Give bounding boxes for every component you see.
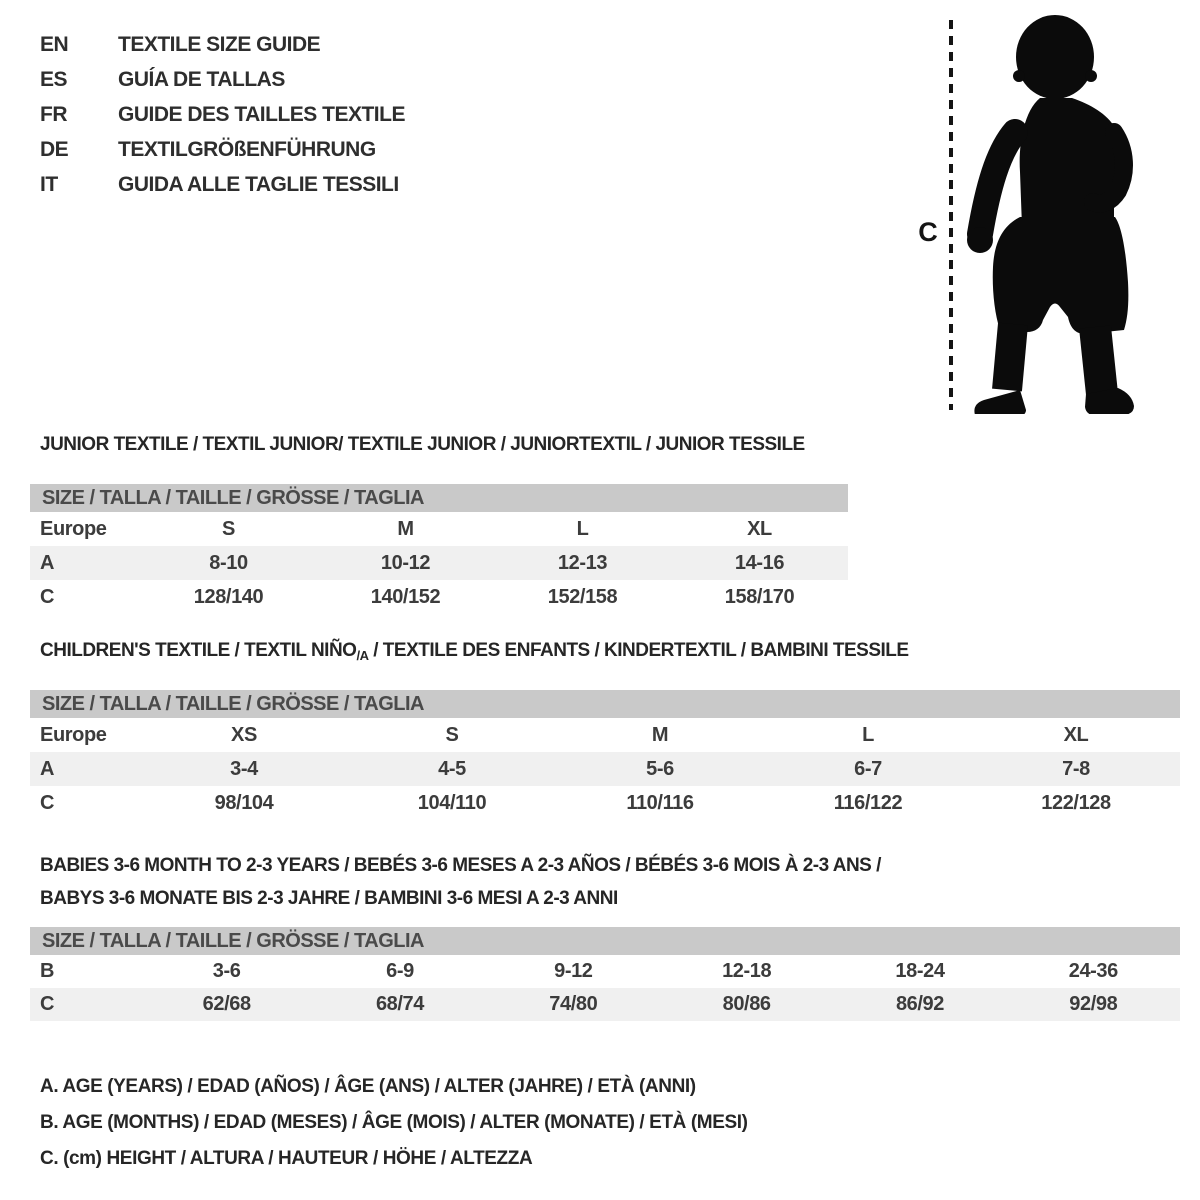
table-row xyxy=(30,718,1180,752)
baby-silhouette-icon xyxy=(967,15,1134,414)
section-heading-children xyxy=(40,640,909,667)
language-title: GUIDA ALLE TAGLIE TESSILI xyxy=(118,172,399,196)
language-code: IT xyxy=(40,172,58,196)
language-row xyxy=(40,97,405,132)
size-header-band: SIZE / TALLA / TAILLE / GRÖSSE / TAGLIA xyxy=(30,927,1180,955)
heading-line2: BABYS 3-6 MONATE BIS 2-3 JAHRE / BAMBINI 3-6 MESI A 2-3 ANNI xyxy=(40,888,618,909)
height-figure xyxy=(895,12,1150,414)
height-cell: 62/68 xyxy=(202,993,251,1015)
language-code: FR xyxy=(40,102,67,126)
language-title: TEXTILGRÖßENFÜHRUNG xyxy=(118,137,376,161)
row-label: A xyxy=(40,551,55,574)
age-cell: 14-16 xyxy=(734,551,785,574)
language-row xyxy=(40,27,405,62)
legend-line-b: B. AGE (MONTHS) / EDAD (MESES) / ÂGE (MOIS) / ALTER (MONATE) / ETÀ (MESI) xyxy=(40,1112,748,1133)
size-cell: S xyxy=(445,723,459,746)
size-header-band: SIZE / TALLA / TAILLE / GRÖSSE / TAGLIA xyxy=(30,690,1180,718)
age-cell: 18-24 xyxy=(895,960,945,982)
height-cell: 110/116 xyxy=(626,791,694,814)
language-title: TEXTILE SIZE GUIDE xyxy=(118,32,321,56)
row-label: C xyxy=(40,791,55,814)
language-code: ES xyxy=(40,67,68,91)
section-heading-junior xyxy=(40,434,805,461)
height-cell: 128/140 xyxy=(193,585,264,608)
height-label: C xyxy=(918,217,938,247)
height-cell: 68/74 xyxy=(375,993,425,1015)
age-cell: 6-7 xyxy=(854,757,882,780)
size-cell: XS xyxy=(231,723,257,746)
size-cell: L xyxy=(862,723,874,746)
height-cell: 80/86 xyxy=(722,993,771,1015)
height-cell: 158/170 xyxy=(724,585,795,608)
table-row xyxy=(30,546,848,580)
table-row xyxy=(30,752,1180,786)
height-cell: 140/152 xyxy=(370,585,441,608)
size-cell: XL xyxy=(747,517,772,540)
age-cell: 12-13 xyxy=(557,551,608,574)
language-code: DE xyxy=(40,137,69,161)
size-table-babies xyxy=(30,927,1180,1021)
legend-line-c: C. (cm) HEIGHT / ALTURA / HAUTEUR / HÖHE / ALTEZZA xyxy=(40,1148,533,1169)
heading-text: CHILDREN'S TEXTILE / TEXTIL NIÑO xyxy=(40,640,357,661)
age-cell: 12-18 xyxy=(722,960,772,982)
table-row xyxy=(30,988,1180,1021)
legend-line-a: A. AGE (YEARS) / EDAD (AÑOS) / ÂGE (ANS) / ALTER (JAHRE) / ETÀ (ANNI) xyxy=(40,1076,696,1097)
height-cell: 74/80 xyxy=(549,993,598,1015)
size-cell: XL xyxy=(1063,723,1089,746)
language-code: EN xyxy=(40,32,69,56)
row-label: B xyxy=(40,960,55,982)
age-cell: 7-8 xyxy=(1062,757,1090,780)
size-table-children xyxy=(30,690,1180,820)
age-cell: 9-12 xyxy=(554,960,593,982)
age-cell: 6-9 xyxy=(386,960,414,982)
row-label: C xyxy=(40,585,55,608)
size-cell: L xyxy=(576,517,589,540)
age-cell: 24-36 xyxy=(1068,960,1118,982)
table-row xyxy=(30,580,848,614)
row-label: Europe xyxy=(40,723,107,746)
language-row xyxy=(40,132,405,167)
table-row xyxy=(30,512,848,546)
height-cell: 92/98 xyxy=(1069,993,1118,1015)
height-cell: 152/158 xyxy=(547,585,618,608)
age-cell: 8-10 xyxy=(209,551,248,574)
legend xyxy=(40,1069,748,1177)
age-cell: 5-6 xyxy=(646,757,674,780)
language-title: GUIDE DES TAILLES TEXTILE xyxy=(118,102,405,126)
section-heading-babies xyxy=(40,849,881,915)
size-cell: S xyxy=(222,517,235,540)
row-label: C xyxy=(40,993,55,1015)
height-cell: 98/104 xyxy=(214,791,274,814)
heading-line1: BABIES 3-6 MONTH TO 2-3 YEARS / BEBÉS 3-6 MESES A 2-3 AÑOS / BÉBÉS 3-6 MOIS À 2-3 ANS / xyxy=(40,855,881,876)
heading-text: JUNIOR TEXTILE / TEXTIL JUNIOR/ TEXTILE JUNIOR / JUNIORTEXTIL / JUNIOR TESSILE xyxy=(40,434,805,455)
heading-subscript: /A xyxy=(356,648,369,663)
row-label: A xyxy=(40,757,55,780)
table-row xyxy=(30,786,1180,820)
language-row xyxy=(40,62,405,97)
table-row xyxy=(30,955,1180,988)
age-cell: 10-12 xyxy=(380,551,431,574)
size-cell: M xyxy=(651,723,669,746)
language-title: GUÍA DE TALLAS xyxy=(118,67,285,91)
row-label: Europe xyxy=(40,517,107,540)
age-cell: 4-5 xyxy=(438,757,466,780)
height-cell: 86/92 xyxy=(895,993,944,1015)
heading-text: / TEXTILE DES ENFANTS / KINDERTEXTIL / BAMBINI TESSILE xyxy=(368,640,909,661)
age-cell: 3-6 xyxy=(212,960,241,982)
height-cell: 104/110 xyxy=(417,791,487,814)
age-cell: 3-4 xyxy=(230,757,258,780)
size-table-junior xyxy=(30,484,848,614)
size-cell: M xyxy=(397,517,414,540)
language-row xyxy=(40,167,405,202)
height-cell: 122/128 xyxy=(1041,791,1111,814)
language-title-list xyxy=(40,27,405,202)
size-header-band: SIZE / TALLA / TAILLE / GRÖSSE / TAGLIA xyxy=(30,484,848,512)
height-cell: 116/122 xyxy=(833,791,903,814)
